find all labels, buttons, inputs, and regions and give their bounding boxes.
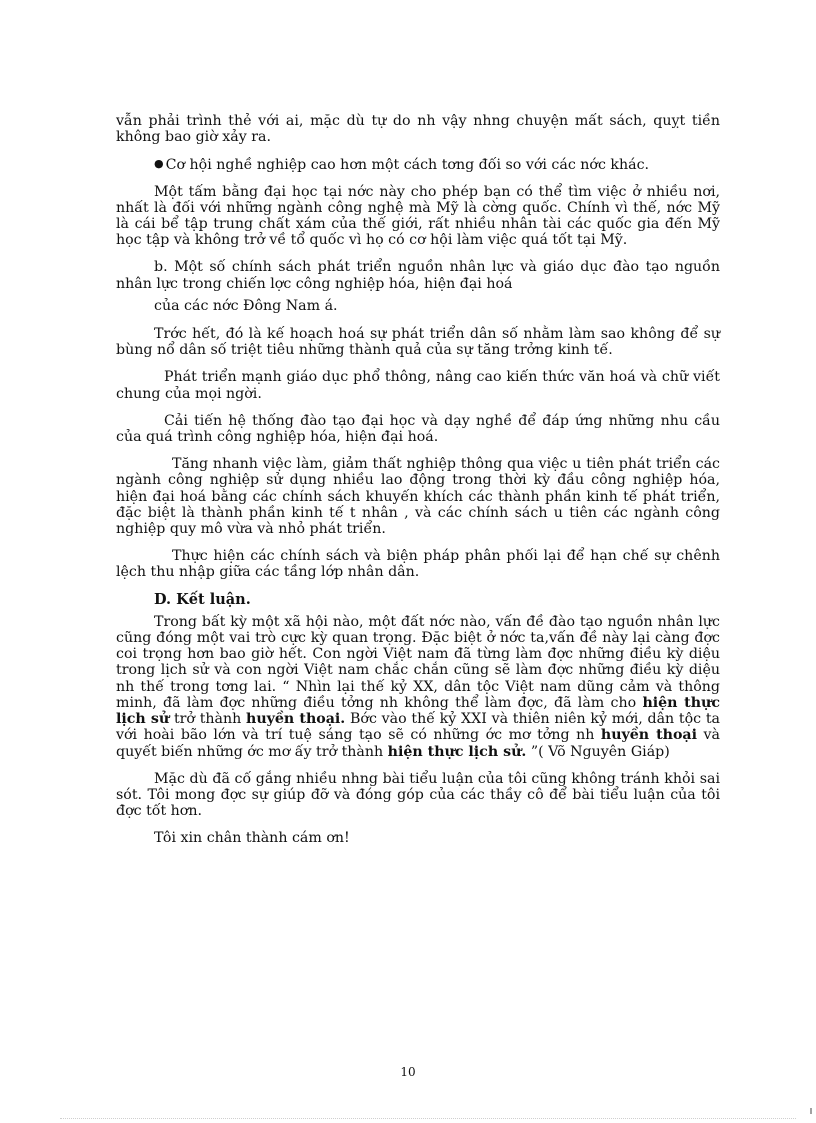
paragraph-conclusion xyxy=(116,614,720,760)
paragraph: Cải tiến hệ thống đào tạo đại học và dạy nghề để đáp ứng những nhu cầu của quá trình công nghiệp hóa, hiện đại hoá. xyxy=(116,412,720,446)
paragraph: vẫn phải trình thẻ với ai, mặc dù tự do nh vậy nhng chuyện mất sách, quỵt tiền không bao giờ xảy ra. xyxy=(116,113,720,146)
paragraph: b. Một số chính sách phát triển nguồn nhân lực và giáo dục đào tạo nguồn nhân lực trong chiến lợc công nghiệp hóa, hiện đại hoá xyxy=(116,259,720,292)
page-number: 10 xyxy=(400,1065,416,1079)
bold-run: hiện thực lịch sử xyxy=(116,694,721,728)
text-run: trở thành xyxy=(169,711,247,728)
bold-run: huyền thoại xyxy=(600,727,697,744)
document-body xyxy=(116,113,720,858)
paragraph: Tăng nhanh việc làm, giảm thất nghiệp thông qua việc u tiên phát triển các ngành công nghiệp sử dụng nhiều lao động trong thời kỳ đầu công nghiệp hóa, hiện đại hoá bằng các chính sách khuyến khích các thành phần kinh tế phát triển, đặc biệt là thành phần kinh tế t nhân , và các chính sách u tiên các ngành công nghiệp quy mô vừa và nhỏ phát triển. xyxy=(116,456,720,538)
bullet-item xyxy=(116,156,720,173)
text-run: Trong bất kỳ một xã hội nào, một đất nớc nào, vấn đề đào tạo nguồn nhân lực cũng đóng một vai trò cực kỳ quan trọng. Đặc biệt ở nớc ta,vấn đề này lại càng đợc coi trọng hơn bao giờ hết. Con ngời Việt nam đã từng làm đợc những điều kỳ diệu trong lịch sử và con ngời Việt nam chắc chắn cũng sẽ làm đợc những điều kỳ diệu nh thế trong tơng lai. “ Nhìn lại thế kỷ XX, dân tộc Việt nam dũng cảm và thông minh, đã làm đợc những điều tởng nh không thể làm đợc, đã làm cho xyxy=(116,613,720,711)
paragraph: Mặc dù đã cố gắng nhiều nhng bài tiểu luận của tôi cũng không tránh khỏi sai sót. Tôi mong đợc sự giúp đỡ và đóng góp của các thầy cô để bài tiểu luận của tôi đợc tốt hơn. xyxy=(116,770,720,820)
section-heading: D. Kết luận. xyxy=(154,590,251,608)
bullet-text: Cơ hội nghề nghiệp cao hơn một cách tơng đối so với các nớc khác. xyxy=(165,157,650,174)
text-run: Bớc vào thế kỷ XXI và thiên niên kỷ mới, dân tộc ta với hoài bão lớn và trí tuệ sáng tạo sẽ có những ớc mơ tởng nh xyxy=(116,711,720,744)
bold-run: huyền thoại. xyxy=(246,711,346,728)
paragraph: Trớc hết, đó là kế hoạch hoá sự phát triển dân số nhằm làm sao không để sự bùng nổ dân số triệt tiêu những thành quả của sự tăng trởng kinh tế. xyxy=(116,326,720,359)
paragraph: Tôi xin chân thành cám ơn! xyxy=(154,830,350,847)
paragraph: Một tấm bằng đại học tại nớc này cho phép bạn có thể tìm việc ở nhiều nơi, nhất là đối với những ngành công nghệ mà Mỹ là cờng quốc. Chính vì thế, nớc Mỹ là cái bể tập trung chất xám của thế giới, rất nhiều nhân tài các quốc gia đến Mỹ học tập và không trở về tổ quốc vì họ có cơ hội làm việc quá tốt tại Mỹ. xyxy=(116,183,720,249)
text-run: và quyết biến những ớc mơ ấy trở thành xyxy=(116,727,721,760)
corner-mark-icon xyxy=(808,1108,814,1114)
paragraph: Thực hiện các chính sách và biện pháp phân phối lại để hạn chế sự chênh lệch thu nhập giữa các tầng lớp nhân dân. xyxy=(116,548,720,581)
paragraph-continuation: của các nớc Đông Nam á. xyxy=(154,297,338,314)
text-run: ”( Võ Nguyên Giáp) xyxy=(526,743,670,760)
bullet-icon: ● xyxy=(154,157,164,171)
page-divider xyxy=(60,1118,796,1119)
paragraph: Phát triển mạnh giáo dục phổ thông, nâng cao kiến thức văn hoá và chữ viết chung của mọi ngời. xyxy=(116,369,720,402)
bold-run: hiện thực lịch sử. xyxy=(387,743,527,760)
